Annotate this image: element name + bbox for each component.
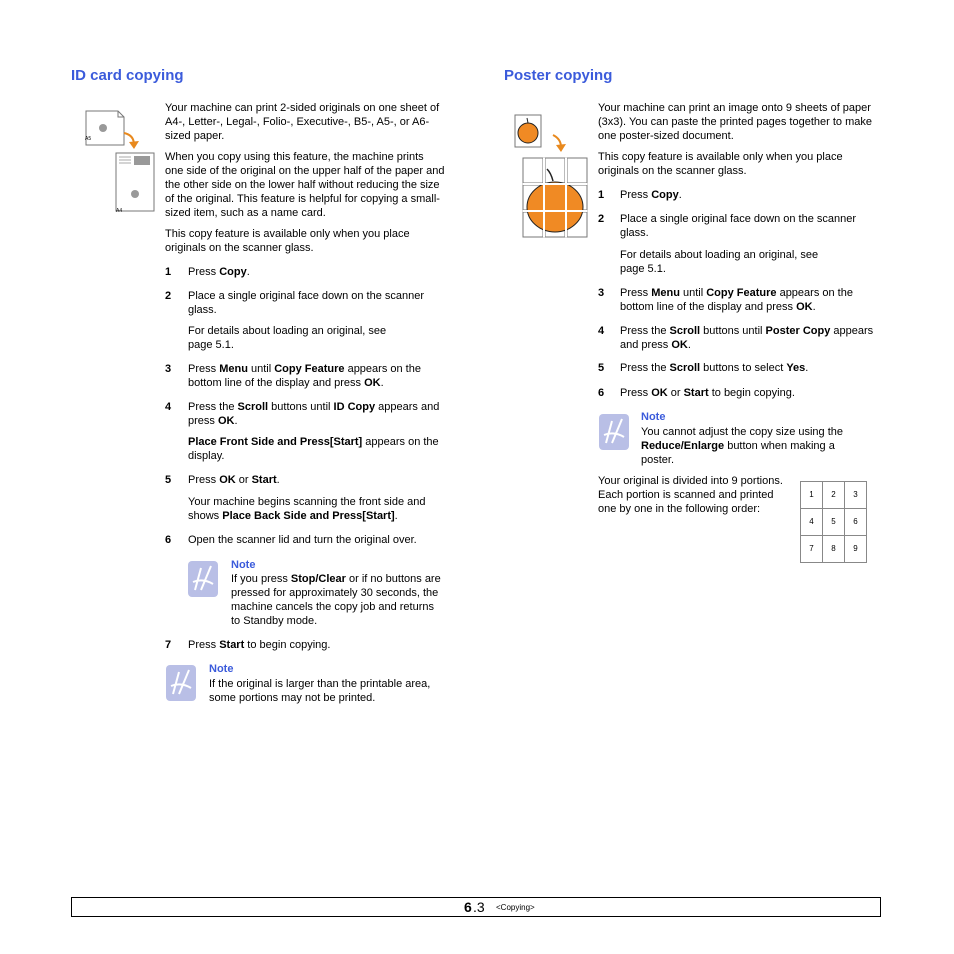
grid-cell: 6 xyxy=(845,509,867,536)
grid-cell: 2 xyxy=(823,482,845,509)
id-step-7: Press Start to begin copying. xyxy=(188,639,331,651)
poster-step-4: Press the Scroll buttons until Poster Copy appears and press OK. xyxy=(620,325,874,351)
grid-cell: 3 xyxy=(845,482,867,509)
footer-chapter: 6 xyxy=(464,899,472,915)
note-heading: Note xyxy=(209,663,234,675)
poster-intro-2: This copy feature is available only when you place originals on the scanner glass. xyxy=(598,151,843,177)
id-step-5-sub: Your machine begins scanning the front side and shows Place Back Side and Press[Start]. xyxy=(188,496,426,522)
poster-note-text: You cannot adjust the copy size using the Reduce/Enlarge button when making a poster. xyxy=(641,426,844,466)
poster-step-2: Place a single original face down on the scanner glass. xyxy=(620,213,857,239)
grid-cell: 4 xyxy=(801,509,823,536)
fig-label-a5: A5 xyxy=(85,136,92,142)
step-number: 1 xyxy=(598,189,605,201)
note-heading: Note xyxy=(641,411,666,423)
step-number: 7 xyxy=(165,639,172,651)
step-number: 4 xyxy=(598,325,605,337)
footer-page: .3 xyxy=(473,899,485,915)
note-icon xyxy=(165,664,197,702)
poster-title: Poster copying xyxy=(504,67,613,84)
id-step-2: Place a single original face down on the scanner glass. xyxy=(188,290,425,316)
id-step-3: Press Menu until Copy Feature appears on the bottom line of the display and press OK. xyxy=(188,363,421,389)
poster-order-grid xyxy=(800,481,867,563)
poster-illustration xyxy=(513,113,593,238)
id-step-6: Open the scanner lid and turn the original over. xyxy=(188,534,417,546)
step-number: 6 xyxy=(165,534,172,546)
step-number: 3 xyxy=(598,287,605,299)
poster-step-6: Press OK or Start to begin copying. xyxy=(620,387,795,399)
note-heading: Note xyxy=(231,559,256,571)
id-step-4: Press the Scroll buttons until ID Copy appears and press OK. xyxy=(188,401,440,427)
grid-cell: 1 xyxy=(801,482,823,509)
grid-cell: 5 xyxy=(823,509,845,536)
grid-cell: 8 xyxy=(823,536,845,563)
poster-step-3: Press Menu until Copy Feature appears on the bottom line of the display and press OK. xyxy=(620,287,853,313)
id-note-1-text: If you press Stop/Clear or if no buttons are pressed for approximately 30 seconds, the machine cancels the copy job and returns to Standby mode. xyxy=(231,573,441,627)
step-number: 1 xyxy=(165,266,172,278)
id-step-5: Press OK or Start. xyxy=(188,474,280,486)
poster-intro-1: Your machine can print an image onto 9 sheets of paper (3x3). You can paste the printed pages together to make one poster-sized document. xyxy=(598,102,872,142)
id-note-2-text: If the original is larger than the printable area, some portions may not be printed. xyxy=(209,678,431,704)
id-intro-3: This copy feature is available only when you place originals on the scanner glass. xyxy=(165,228,410,254)
grid-cell: 9 xyxy=(845,536,867,563)
page-footer xyxy=(71,897,881,917)
step-number: 3 xyxy=(165,363,172,375)
poster-order-text: Your original is divided into 9 portions. Each portion is scanned and printed one by one in the following order: xyxy=(598,475,783,515)
id-card-illustration xyxy=(84,109,156,215)
poster-step-5: Press the Scroll buttons to select Yes. xyxy=(620,362,809,374)
step-number: 2 xyxy=(165,290,172,302)
step-number: 2 xyxy=(598,213,605,225)
poster-step-2-sub: For details about loading an original, see page 5.1. xyxy=(620,249,819,275)
grid-cell: 7 xyxy=(801,536,823,563)
id-intro-1: Your machine can print 2-sided originals on one sheet of A4-, Letter-, Legal-, Folio-, Executive-, B5-, A5-, or A6-sized paper. xyxy=(165,102,440,142)
id-intro-2: When you copy using this feature, the machine prints one side of the original on the upper half of the paper and the other side on the lower half without reducing the size of the original. This feature is helpful for copying a small-sized item, such as a name card. xyxy=(165,151,445,219)
step-number: 6 xyxy=(598,387,605,399)
id-step-2-sub: For details about loading an original, see page 5.1. xyxy=(188,325,387,351)
poster-step-1: Press Copy. xyxy=(620,189,682,201)
id-card-title: ID card copying xyxy=(71,67,184,84)
step-number: 5 xyxy=(598,362,605,374)
id-step-1: Press Copy. xyxy=(188,266,250,278)
step-number: 4 xyxy=(165,401,172,413)
id-step-4-sub: Place Front Side and Press[Start] appears on the display. xyxy=(188,436,439,462)
footer-section: <Copying> xyxy=(496,903,535,912)
note-icon xyxy=(598,413,630,451)
fig-label-a4: A4 xyxy=(116,208,123,214)
note-icon xyxy=(187,560,219,598)
step-number: 5 xyxy=(165,474,172,486)
